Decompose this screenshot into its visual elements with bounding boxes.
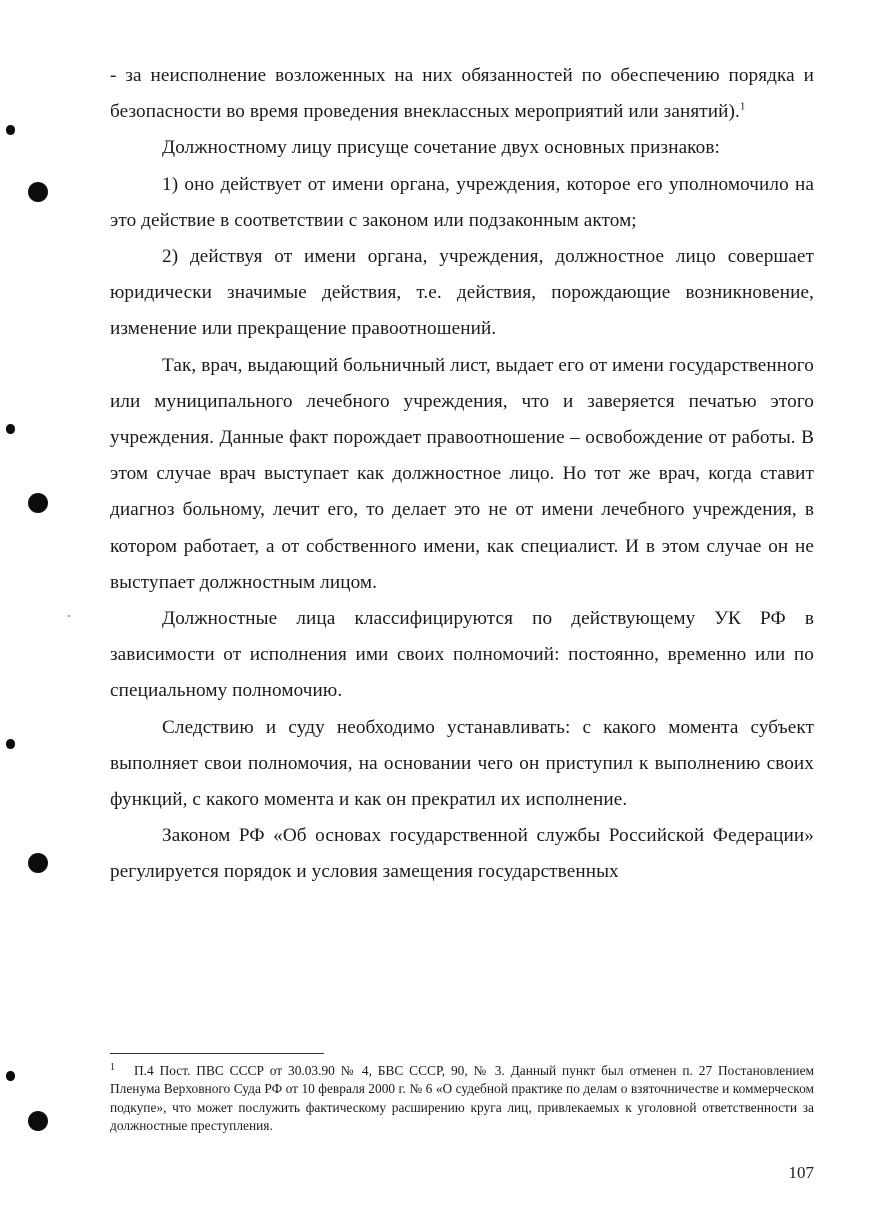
paragraph-text: Должностному лицу присуще сочетание двух основных признаков: (162, 137, 720, 159)
punch-hole (28, 493, 48, 513)
paragraph (110, 130, 814, 166)
punch-hole-mark (6, 1071, 15, 1081)
paragraph (110, 601, 814, 710)
footnote-text: П.4 Пост. ПВС СССР от 30.03.90 № 4, БВС СССР, 90, № 3. Данный пункт был отменен п. 27 Постановлением Пленума Верховного Суда РФ от 10 февраля 2000 г. № 6 «О судебной практике по делам о взяточничестве и коммерческом подкупе», что может послужить фактическому расширению круга лиц, привлекаемых к уголовной ответственности за должностные преступления. (110, 1063, 814, 1134)
paragraph-text: Должностные лица классифицируются по действующему УК РФ в зависимости от исполнения ими своих полномочий: постоянно, временно или по специальному полномочию. (110, 608, 814, 702)
paragraph (110, 239, 814, 348)
paragraph-text: Так, врач, выдающий больничный лист, выдает его от имени государственного или муниципального лечебного учреждения, что и заверяется печатью этого учреждения. Данные факт порождает правоотношение – освобождение от работы. В этом случае врач выступает как должностное лицо. Но тот же врач, когда ставит диагноз больному, лечит его, то делает это не от имени лечебного учреждения, в котором работает, а от собственного имени, как специалист. И в этом случае он не выступает должностным лицом. (110, 354, 814, 593)
punch-hole (28, 853, 48, 873)
paragraph (110, 818, 814, 890)
footnote: 1 П.4 Пост. ПВС СССР от 30.03.90 № 4, БВС СССР, 90, № 3. Данный пункт был отменен п. 27 Постановлением Пленума Верховного Суда РФ от 10 февраля 2000 г. № 6 «О судебной практике по делам о взяточничестве и коммерческом подкупе», что может послужить фактическому расширению круга лиц, привлекаемых к уголовной ответственности за должностные преступления. (110, 1061, 814, 1134)
paragraph (110, 710, 814, 819)
punch-hole-mark (6, 739, 15, 749)
punch-hole-mark (6, 424, 15, 434)
punch-hole (28, 1111, 48, 1131)
paragraph (110, 167, 814, 239)
paragraph-text: 1) оно действует от имени органа, учреждения, которое его уполномочило на это действие в соответствии с законом или подзаконным актом; (110, 173, 814, 231)
punch-hole-mark (6, 125, 15, 135)
scan-speck (68, 615, 70, 617)
footnote-separator (110, 1053, 324, 1054)
footnote-reference: 1 (739, 100, 746, 113)
paragraph (110, 348, 814, 601)
paragraph (110, 58, 814, 130)
page-number: 107 (788, 1163, 814, 1182)
paragraph-text: - за неисполнение возложенных на них обязанностей по обеспечению порядка и безопасности во время проведения внеклассных мероприятий или занятий). (110, 65, 814, 123)
punch-hole (28, 182, 48, 202)
paragraph-text: 2) действуя от имени органа, учреждения, должностное лицо совершает юридически значимые действия, т.е. действия, порождающие возникновение, изменение или прекращение правоотношений. (110, 246, 814, 340)
paragraph-text: Законом РФ «Об основах государственной службы Российской Федерации» регулируется порядок и условия замещения государственных (110, 825, 814, 883)
paragraph-text: Следствию и суду необходимо устанавливать: с какого момента субъект выполняет свои полномочия, на основании чего он приступил к выполнению своих функций, с какого момента и как он прекратил их исполнение. (110, 716, 814, 811)
body-text (110, 58, 814, 891)
